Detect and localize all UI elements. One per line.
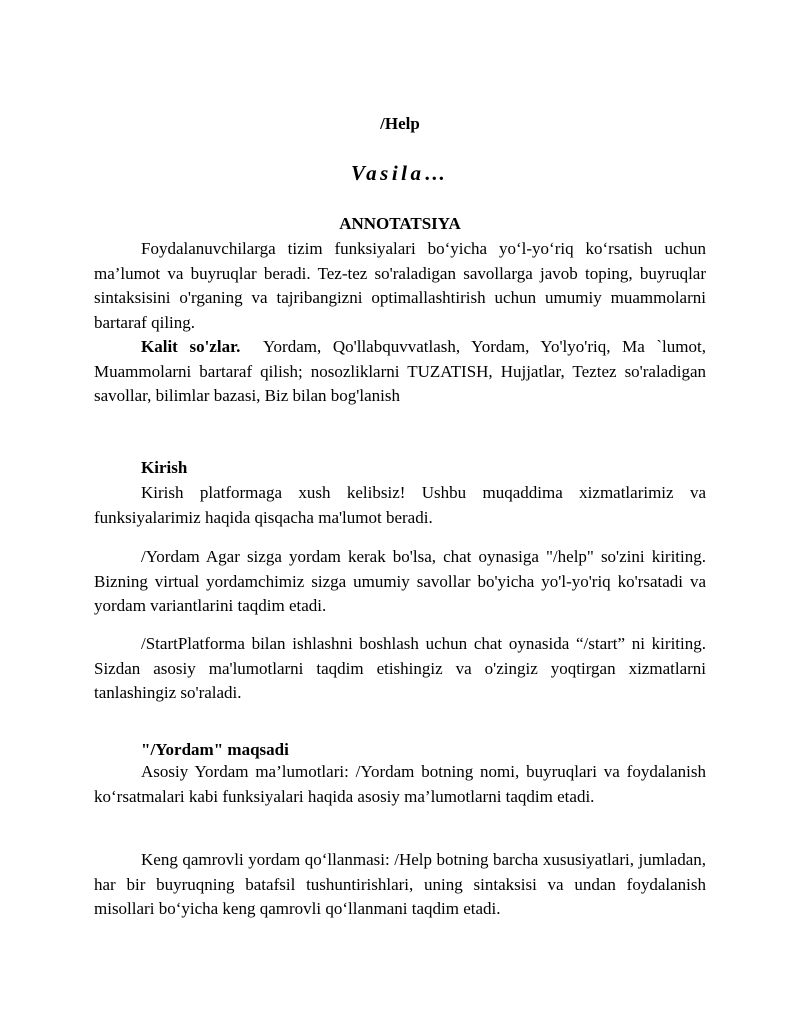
purpose-paragraph-1: Asosiy Yordam ma’lumotlari: /Yordam botning nomi, buyruqlari va foydalanish ko‘rsatmalari kabi funksiyalari haqida asosiy ma’lumotlarni taqdim etadi.: [94, 762, 706, 806]
keywords-paragraph: [94, 335, 706, 409]
keywords-label: Kalit so'zlar.: [141, 337, 241, 356]
intro-heading: Kirish: [141, 458, 188, 477]
intro-paragraph-3: /StartPlatforma bilan ishlashni boshlash uchun chat oynasida “/start” ni kiriting. Sizdan asosiy ma'lumotlarni taqdim etishingiz va o'zingiz yoqtirgan xizmatlarni tanlashingiz so'raladi.: [94, 634, 706, 702]
purpose-paragraph-2: Keng qamrovli yordam qo‘llanmasi: /Help botning barcha xususiyatlari, jumladan, har bir buyruqning batafsil tushuntirishlari, uning sintaksisi va undan foydalanish misollari bo‘yicha keng qamrovli qo‘llanmani taqdim etadi.: [94, 850, 706, 918]
keywords-text: Yordam, Qo'llabquvvatlash, Yordam, Yo'lyo'riq, Ma `lumot, Muammolarni bartaraf qilish; nosozliklarni TUZATISH, Hujjatlar, Teztez so'raladigan savollar, bilimlar bazasi, Biz bilan bog'lanish: [94, 337, 706, 405]
annotation-body: Foydalanuvchilarga tizim funksiyalari bo‘yicha yo‘l-yo‘riq ko‘rsatish uchun ma’lumot va buyruqlar beradi. Tez-tez so'raladigan savollarga javob toping, buyruqlar sintaksisini o'rganing va tajribangizni optimallashtirish uchun umumiy muammolarni bartaraf qiling.: [94, 239, 706, 332]
document-subtitle: Vasila…: [350, 161, 450, 185]
intro-paragraph-1: Kirish platformaga xush kelibsiz! Ushbu muqaddima xizmatlarimiz va funksiyalarimiz haqida qisqacha ma'lumot beradi.: [94, 483, 706, 527]
annotation-heading: ANNOTATSIYA: [339, 214, 461, 233]
document-title: /Help: [380, 114, 420, 133]
purpose-heading: "/Yordam" maqsadi: [141, 740, 289, 759]
intro-paragraph-2: /Yordam Agar sizga yordam kerak bo'lsa, chat oynasiga "/help" so'zini kiriting. Bizning virtual yordamchimiz sizga umumiy savollar bo'yicha yo'l-yo'riq ko'rsatadi va yordam variantlarini taqdim etadi.: [94, 547, 706, 615]
